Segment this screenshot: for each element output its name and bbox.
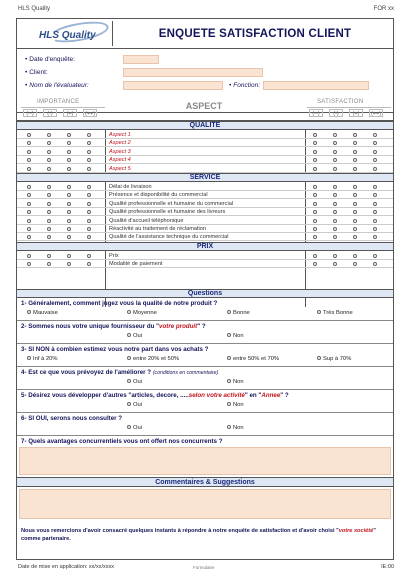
rating-row: [17, 225, 393, 233]
satisfaction-scale-4: (++): [370, 111, 382, 117]
importance-radio[interactable]: [67, 193, 71, 197]
satisfaction-radio[interactable]: [353, 133, 357, 137]
question-1: 1- Généralement, comment jugez vous la qualité de notre produit ?: [21, 300, 218, 307]
satisfaction-radio[interactable]: [313, 202, 317, 206]
satisfaction-radio[interactable]: [313, 158, 317, 162]
question-7: 7- Quels avantages concurrentiels vous ont offert nos concurrents ?: [21, 438, 223, 445]
importance-radio[interactable]: [87, 235, 91, 239]
aspect-label: Qualité de l'assistance technique du commercial: [109, 234, 229, 241]
rating-row: [17, 165, 393, 173]
importance-radio[interactable]: [27, 167, 31, 171]
importance-radio[interactable]: [67, 150, 71, 154]
importance-radio[interactable]: [47, 133, 51, 137]
satisfaction-radio[interactable]: [333, 150, 337, 154]
question-divider: [17, 366, 393, 367]
questions-band: Questions: [17, 289, 393, 298]
function-field[interactable]: [263, 81, 369, 90]
satisfaction-radio[interactable]: [373, 185, 377, 189]
date-label: Date d'enquête:: [29, 56, 75, 63]
hls-quality-logo: [19, 21, 113, 46]
importance-radio[interactable]: [47, 235, 51, 239]
radio-icon: [317, 310, 321, 314]
aspect-label: Délai de livraison: [109, 184, 152, 190]
importance-radio[interactable]: [27, 254, 31, 258]
question-3: 3- SI NON à combien estimez vous notre part dans vos achats ?: [21, 346, 209, 353]
importance-scale-2: (-): [43, 109, 57, 117]
importance-radio[interactable]: [67, 158, 71, 162]
importance-radio[interactable]: [67, 167, 71, 171]
satisfaction-radio[interactable]: [373, 202, 377, 206]
satisfaction-radio[interactable]: [313, 210, 317, 214]
question-divider: [17, 412, 393, 413]
satisfaction-radio[interactable]: [373, 219, 377, 223]
satisfaction-radio[interactable]: [373, 227, 377, 231]
question-divider: [17, 435, 393, 436]
comments-band: Commentaires & Suggestions: [17, 477, 393, 487]
aspect-label: Qualité professionnelle et humaine des livreurs: [109, 209, 226, 216]
satisfaction-radio[interactable]: [373, 193, 377, 197]
satisfaction-radio[interactable]: [353, 235, 357, 239]
satisfaction-radio[interactable]: [313, 219, 317, 223]
satisfaction-radio[interactable]: [373, 150, 377, 154]
aspect-label: Modalité de paiement: [109, 261, 163, 268]
importance-radio[interactable]: [87, 254, 91, 258]
q3-option-4[interactable]: Sup à 70%: [317, 356, 351, 362]
importance-radio[interactable]: [47, 254, 51, 258]
importance-radio[interactable]: [47, 141, 51, 145]
aspect-label: Qualité professionnelle et humaine du commercial: [109, 200, 234, 207]
evaluator-field[interactable]: [123, 81, 223, 90]
rating-row: [17, 148, 393, 156]
rating-row: [17, 191, 393, 199]
q1-option-4[interactable]: Très Bonne: [317, 310, 353, 316]
page-top-meta: [18, 6, 394, 16]
page-footer: [18, 564, 394, 574]
satisfaction-radio[interactable]: [353, 219, 357, 223]
q4-option-yes[interactable]: Oui: [127, 379, 142, 385]
client-field[interactable]: [123, 68, 263, 77]
importance-radio[interactable]: [27, 158, 31, 162]
radio-icon: [127, 356, 131, 360]
q5-option-no[interactable]: Non: [227, 402, 244, 408]
satisfaction-radio[interactable]: [353, 150, 357, 154]
radio-icon: [127, 425, 131, 429]
rating-row: [17, 208, 393, 216]
importance-radio[interactable]: [87, 210, 91, 214]
importance-radio[interactable]: [27, 185, 31, 189]
satisfaction-radio[interactable]: [333, 133, 337, 137]
radio-icon: [27, 310, 31, 314]
aspect-label: Aspect 2: [109, 140, 131, 147]
importance-radio[interactable]: [67, 210, 71, 214]
client-row: [25, 69, 48, 76]
importance-radio[interactable]: [87, 227, 91, 231]
q4-option-no[interactable]: Non: [227, 379, 244, 385]
importance-radio[interactable]: [47, 150, 51, 154]
satisfaction-radio[interactable]: [333, 227, 337, 231]
satisfaction-header: SATISFACTION: [317, 99, 364, 105]
satisfaction-radio[interactable]: [313, 133, 317, 137]
importance-radio[interactable]: [27, 227, 31, 231]
radio-icon: [227, 333, 231, 337]
aspect-label: Présence et disponibilité du commercial: [109, 192, 208, 199]
form-header: [17, 19, 393, 49]
logo-text: HLS Quality: [39, 30, 96, 41]
q6-option-yes[interactable]: Oui: [127, 425, 142, 431]
satisfaction-radio[interactable]: [313, 193, 317, 197]
importance-radio[interactable]: [87, 193, 91, 197]
radio-icon: [127, 379, 131, 383]
question-6: 6- SI OUI, serons nous consulter ?: [21, 415, 123, 422]
aspect-header: ASPECT: [185, 101, 223, 111]
aspect-label: Qualité d'accueil téléphonique: [109, 217, 184, 224]
satisfaction-radio[interactable]: [353, 210, 357, 214]
aspect-label: Aspect 4: [109, 157, 131, 164]
rating-row: [17, 233, 393, 241]
satisfaction-radio[interactable]: [373, 167, 377, 171]
question-divider: [17, 389, 393, 390]
importance-radio[interactable]: [47, 193, 51, 197]
radio-icon: [127, 310, 131, 314]
importance-radio[interactable]: [47, 227, 51, 231]
importance-radio[interactable]: [87, 202, 91, 206]
satisfaction-scale-1: (--): [309, 109, 323, 117]
satisfaction-radio[interactable]: [373, 210, 377, 214]
satisfaction-radio[interactable]: [353, 167, 357, 171]
importance-radio[interactable]: [67, 141, 71, 145]
importance-radio[interactable]: [47, 185, 51, 189]
function-row: [229, 82, 260, 89]
importance-radio[interactable]: [87, 141, 91, 145]
importance-radio[interactable]: [67, 219, 71, 223]
satisfaction-radio[interactable]: [313, 185, 317, 189]
satisfaction-divider: [307, 107, 391, 108]
section-band-qualite: QUALITE: [17, 121, 393, 130]
q5-option-yes[interactable]: Oui: [127, 402, 142, 408]
importance-radio[interactable]: [27, 202, 31, 206]
importance-divider: [21, 107, 105, 108]
satisfaction-radio[interactable]: [313, 262, 317, 266]
aspect-label: Prix: [109, 252, 119, 259]
rating-row: [17, 156, 393, 164]
satisfaction-radio[interactable]: [333, 185, 337, 189]
importance-radio[interactable]: [87, 133, 91, 137]
importance-radio[interactable]: [47, 158, 51, 162]
importance-radio[interactable]: [87, 262, 91, 266]
satisfaction-radio[interactable]: [333, 141, 337, 145]
radio-icon: [227, 402, 231, 406]
importance-radio[interactable]: [87, 167, 91, 171]
satisfaction-radio[interactable]: [373, 133, 377, 137]
satisfaction-radio[interactable]: [333, 254, 337, 258]
importance-radio[interactable]: [87, 185, 91, 189]
comments-field[interactable]: [19, 489, 391, 519]
rating-row: [17, 131, 393, 139]
satisfaction-radio[interactable]: [333, 158, 337, 162]
importance-radio[interactable]: [27, 133, 31, 137]
q1-option-1[interactable]: Mauvaise: [27, 310, 58, 316]
q1-option-2[interactable]: Moyenne: [127, 310, 157, 316]
q3-option-3[interactable]: entre 50% et 70%: [227, 356, 279, 362]
evaluator-label: Nom de l'évaluateur:: [29, 82, 89, 89]
satisfaction-radio[interactable]: [373, 141, 377, 145]
importance-radio[interactable]: [27, 210, 31, 214]
q1-option-3[interactable]: Bonne: [227, 310, 250, 316]
radio-icon: [227, 425, 231, 429]
satisfaction-radio[interactable]: [373, 254, 377, 258]
satisfaction-radio[interactable]: [333, 202, 337, 206]
importance-radio[interactable]: [27, 193, 31, 197]
date-field[interactable]: [123, 55, 159, 64]
satisfaction-radio[interactable]: [333, 262, 337, 266]
q3-option-1[interactable]: Inf à 20%: [27, 356, 58, 362]
importance-header: IMPORTANCE: [37, 99, 80, 105]
satisfaction-radio[interactable]: [353, 227, 357, 231]
satisfaction-radio[interactable]: [353, 202, 357, 206]
importance-scale-1: (--): [23, 109, 37, 117]
satisfaction-radio[interactable]: [373, 158, 377, 162]
date-row: [25, 56, 75, 63]
importance-radio[interactable]: [67, 235, 71, 239]
satisfaction-radio[interactable]: [353, 193, 357, 197]
importance-radio[interactable]: [27, 235, 31, 239]
aspect-label: Aspect 5: [109, 165, 131, 172]
satisfaction-radio[interactable]: [353, 141, 357, 145]
closing-message: Nous vous remercions d'avoir consacré quelques instants à répondre à notre enquête de satisfaction et d'avoir choisi "votre société" comme partenaire.: [21, 528, 376, 542]
question-divider: [17, 320, 393, 321]
survey-form: [16, 18, 394, 560]
column-header: [17, 97, 393, 121]
rating-row: [17, 200, 393, 208]
importance-radio[interactable]: [67, 262, 71, 266]
importance-radio[interactable]: [87, 150, 91, 154]
satisfaction-radio[interactable]: [333, 193, 337, 197]
importance-radio[interactable]: [87, 219, 91, 223]
bullet-icon: •: [229, 82, 232, 89]
satisfaction-radio[interactable]: [353, 254, 357, 258]
satisfaction-radio[interactable]: [313, 235, 317, 239]
q6-option-no[interactable]: Non: [227, 425, 244, 431]
section-band-prix: PRIX: [17, 242, 393, 251]
importance-radio[interactable]: [27, 141, 31, 145]
satisfaction-radio[interactable]: [333, 219, 337, 223]
client-label: Client:: [29, 69, 48, 76]
importance-radio[interactable]: [47, 210, 51, 214]
bullet-icon: •: [25, 69, 28, 76]
satisfaction-radio[interactable]: [313, 141, 317, 145]
function-label: Fonction:: [233, 82, 261, 89]
radio-icon: [127, 333, 131, 337]
application-date: Date de mise en application: xx/xx/xxxx: [18, 564, 114, 570]
satisfaction-radio[interactable]: [313, 227, 317, 231]
question-4: 4- Est ce que vous prévoyez de l'améliorer ? (conditions en commentaire): [21, 369, 219, 376]
importance-radio[interactable]: [47, 167, 51, 171]
radio-icon: [27, 356, 31, 360]
bullet-icon: •: [25, 82, 28, 89]
radio-icon: [227, 310, 231, 314]
satisfaction-radio[interactable]: [333, 210, 337, 214]
importance-radio[interactable]: [67, 133, 71, 137]
top-left-brand: HLS Quality: [18, 6, 51, 12]
importance-radio[interactable]: [67, 202, 71, 206]
aspect-label: Réactivité au traitement de réclamation: [109, 226, 207, 232]
q2-option-no[interactable]: Non: [227, 333, 244, 339]
rating-row: [17, 260, 393, 268]
rating-row: [17, 139, 393, 147]
evaluator-row: [25, 82, 89, 89]
section-band-service: SERVICE: [17, 173, 393, 182]
importance-scale-3: (+): [63, 109, 77, 117]
importance-radio[interactable]: [47, 262, 51, 266]
satisfaction-radio[interactable]: [373, 235, 377, 239]
satisfaction-radio[interactable]: [353, 185, 357, 189]
importance-radio[interactable]: [67, 254, 71, 258]
revision-index: IE:00: [381, 564, 394, 570]
q2-option-yes[interactable]: Oui: [127, 333, 142, 339]
form-title: ENQUETE SATISFACTION CLIENT: [158, 28, 352, 40]
importance-radio[interactable]: [27, 150, 31, 154]
radio-icon: [127, 402, 131, 406]
satisfaction-radio[interactable]: [313, 150, 317, 154]
satisfaction-radio[interactable]: [313, 254, 317, 258]
importance-radio[interactable]: [47, 202, 51, 206]
satisfaction-radio[interactable]: [373, 262, 377, 266]
radio-icon: [317, 356, 321, 360]
rating-row: [17, 252, 393, 260]
importance-radio[interactable]: [47, 219, 51, 223]
satisfaction-radio[interactable]: [333, 235, 337, 239]
importance-radio[interactable]: [87, 158, 91, 162]
bullet-icon: •: [25, 56, 28, 63]
satisfaction-scale-3: (+): [349, 109, 363, 117]
satisfaction-radio[interactable]: [313, 167, 317, 171]
competitor-advantages-field[interactable]: [19, 447, 391, 475]
importance-radio[interactable]: [27, 219, 31, 223]
question-divider: [17, 343, 393, 344]
satisfaction-radio[interactable]: [353, 158, 357, 162]
satisfaction-radio[interactable]: [353, 262, 357, 266]
rating-row: [17, 217, 393, 225]
aspect-label: Aspect 3: [109, 148, 131, 155]
rating-row: [17, 183, 393, 191]
importance-radio[interactable]: [67, 185, 71, 189]
aspect-label: Aspect 1: [109, 132, 131, 138]
question-2: 2- Sommes nous votre unique fournisseur du "votre produit" ?: [21, 323, 206, 330]
question-5: 5- Désirez vous développer d'autres "articles, decore, .....selon votre activité" en "Annee" ?: [21, 392, 289, 399]
footer-form-tag: Formulaire: [193, 565, 215, 570]
satisfaction-scale-2: (-): [329, 109, 343, 117]
importance-radio[interactable]: [27, 262, 31, 266]
importance-radio[interactable]: [67, 227, 71, 231]
form-reference: FOR xx: [373, 6, 394, 12]
q3-option-2[interactable]: entre 20% et 50%: [127, 356, 179, 362]
radio-icon: [227, 356, 231, 360]
satisfaction-radio[interactable]: [333, 167, 337, 171]
radio-icon: [227, 379, 231, 383]
importance-scale-4: (++): [84, 111, 96, 117]
